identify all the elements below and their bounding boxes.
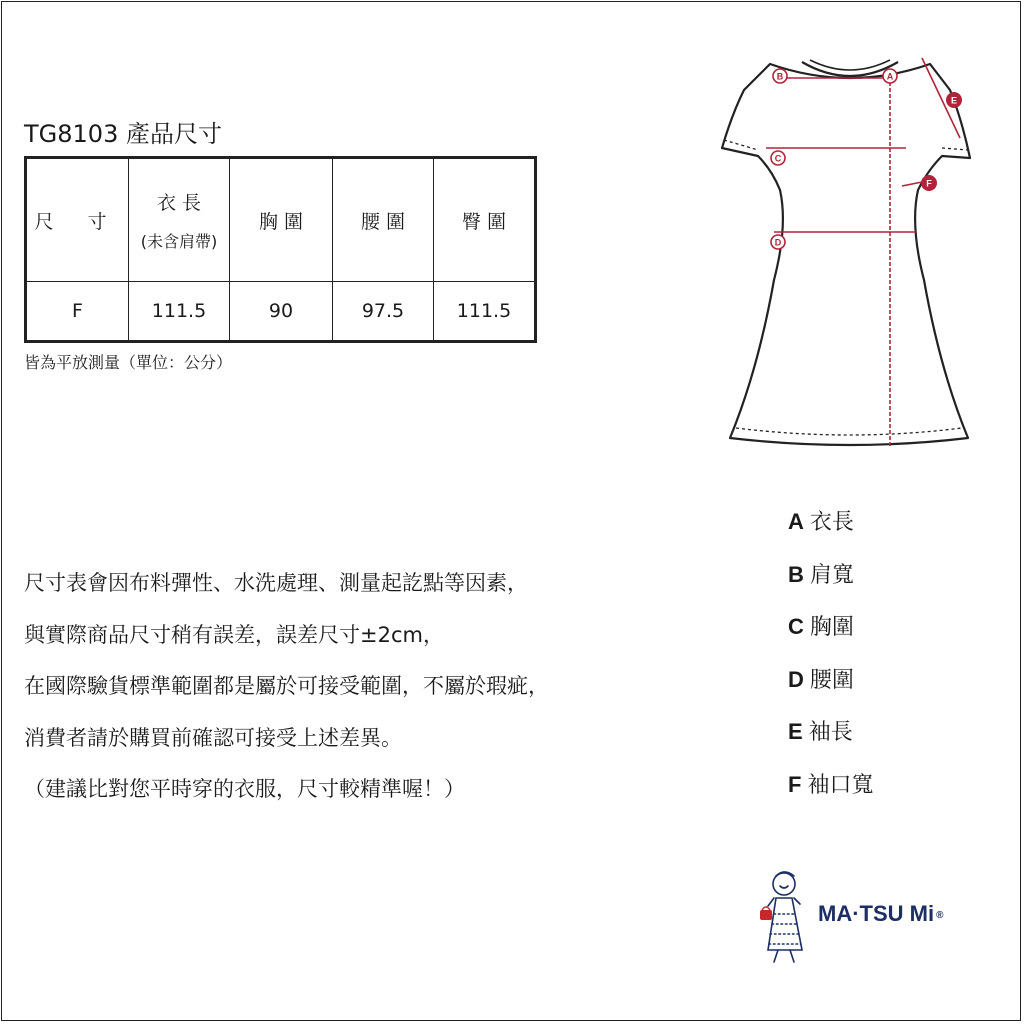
svg-text:B: B (776, 71, 784, 82)
cell-length: 111.5 (129, 282, 230, 342)
marker-e (946, 92, 962, 108)
legend-item-a: A 衣長 (788, 509, 854, 535)
marker-d (771, 235, 785, 249)
legend-item-b: B 肩寬 (788, 561, 854, 588)
svg-text:E: E (950, 95, 958, 106)
legend-item-e: E 袖長 (788, 719, 853, 745)
marker-a (883, 69, 897, 83)
disclaimer-line: 與實際商品尺寸稍有誤差，誤差尺寸±2cm， (24, 622, 444, 647)
header-chest: 胸 圍 (230, 158, 333, 282)
svg-text:A: A (886, 71, 894, 82)
neckline-inner (810, 60, 890, 70)
header-length-note: (未含肩帶) (140, 232, 218, 251)
header-length-label: 衣 長 (156, 192, 202, 214)
brand-logo: MA·TSU Mi ® (818, 901, 944, 926)
disclaimer-line: 消費者請於購買前確認可接受上述差異。 (24, 725, 402, 750)
cell-hip: 111.5 (434, 282, 536, 342)
cell-chest: 90 (230, 282, 333, 342)
dress-diagram (710, 40, 990, 460)
cell-size: F (26, 282, 129, 342)
disclaimer-line: 在國際驗貨標準範圍都是屬於可接受範圍，不屬於瑕疵， (24, 674, 549, 698)
marker-c (771, 151, 785, 165)
legend-item-f: F 袖口寬 (788, 771, 874, 798)
size-disclaimer (24, 558, 549, 816)
page-title: TG8103 產品尺寸 (24, 120, 222, 148)
header-hip: 臀 圍 (434, 158, 536, 282)
header-waist: 腰 圍 (333, 158, 434, 282)
table-row (26, 282, 536, 342)
legend-item-c: C 胸圍 (788, 614, 854, 640)
header-size: 尺 寸 (26, 158, 129, 282)
measurement-legend (788, 496, 873, 811)
marker-b (773, 69, 787, 83)
table-header-row (26, 158, 536, 282)
disclaimer-line: （建議比對您平時穿的衣服，尺寸較精準喔！） (24, 777, 465, 801)
size-table (24, 156, 537, 343)
cell-waist: 97.5 (333, 282, 434, 342)
svg-text:C: C (774, 153, 782, 164)
disclaimer-line: 尺寸表會因布料彈性、水洗處理、測量起訖點等因素， (24, 571, 528, 595)
dress-outline (722, 64, 970, 445)
svg-text:F: F (926, 178, 932, 189)
svg-text:D: D (774, 237, 782, 248)
measurement-note: 皆為平放測量（單位：公分） (24, 353, 233, 372)
header-length (129, 158, 230, 282)
brand-mascot-icon (752, 866, 816, 966)
legend-item-d: D 腰圍 (788, 666, 854, 693)
marker-f (921, 175, 937, 191)
